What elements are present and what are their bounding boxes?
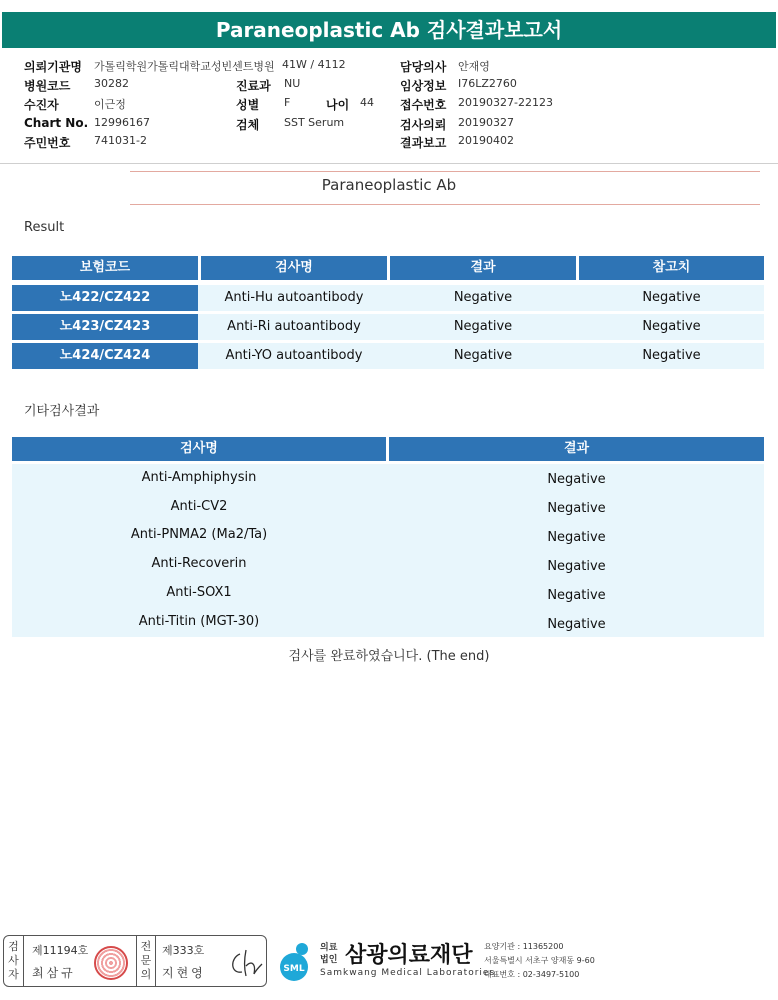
table-header: 보험코드 xyxy=(12,256,198,280)
doctor-value: 안재영 xyxy=(458,60,490,73)
patient-value: 이근정 xyxy=(94,98,126,111)
hospital-code-value: 30282 xyxy=(94,77,129,90)
report-date-label: 결과보고 xyxy=(400,136,447,150)
pathologist-name: 지현영 xyxy=(162,966,206,980)
table-body xyxy=(12,464,764,637)
pathologist-label: 전문의 xyxy=(136,936,156,987)
examiner-license: 제11194호 xyxy=(32,944,89,957)
other-results-label: 기타검사결과 xyxy=(24,404,100,419)
org-name: 삼광의료재단 xyxy=(345,943,473,968)
clinical-info-value: I76LZ2760 xyxy=(458,77,517,90)
divider xyxy=(0,163,778,164)
test-result: Negative xyxy=(547,530,606,545)
reference-value: Negative xyxy=(642,290,701,305)
age-value: 44 xyxy=(360,96,374,109)
insurance-code: 노424/CZ424 xyxy=(12,343,198,369)
test-name: Anti-Recoverin xyxy=(151,556,247,571)
seal-stamp-icon xyxy=(94,946,128,980)
signature-box xyxy=(3,935,267,987)
chart-no-label: Chart No. xyxy=(24,116,89,130)
report-title: Paraneoplastic Ab 검사결과보고서 xyxy=(2,12,776,48)
doctor-label: 담당의사 xyxy=(400,60,447,74)
table-header: 참고치 xyxy=(579,256,764,280)
org-prefix: 법인 xyxy=(320,955,338,965)
test-name: Anti-CV2 xyxy=(170,499,228,514)
test-result: Negative xyxy=(453,348,513,363)
table-header: 결과 xyxy=(389,437,764,461)
end-note: 검사를 완료하였습니다. (The end) xyxy=(288,649,490,664)
test-result: Negative xyxy=(547,559,606,574)
reference-value: Negative xyxy=(642,319,701,334)
receipt-no-value: 20190327-22123 xyxy=(458,96,553,109)
report-date-value: 20190402 xyxy=(458,134,514,147)
divider xyxy=(130,204,760,205)
org-phone: 대표번호 : 02-3497-5100 xyxy=(484,970,580,979)
patient-label: 수진자 xyxy=(24,98,59,112)
department-label: 진료과 xyxy=(236,79,271,93)
divider xyxy=(130,171,760,172)
receipt-no-label: 접수번호 xyxy=(400,98,447,112)
ward-value: 41W / 4112 xyxy=(282,58,346,71)
insurance-code: 노423/CZ423 xyxy=(12,314,198,340)
test-name: Anti-YO autoantibody xyxy=(225,348,363,363)
age-label: 나이 xyxy=(326,98,350,112)
request-date-value: 20190327 xyxy=(458,116,514,129)
resident-no-value: 741031-2 xyxy=(94,134,147,147)
table-header: 검사명 xyxy=(201,256,387,280)
table-row xyxy=(12,343,764,369)
clinical-info-label: 임상정보 xyxy=(400,79,447,93)
table-row xyxy=(12,285,764,311)
test-result: Negative xyxy=(453,319,513,334)
signature-icon xyxy=(226,946,264,980)
table-row xyxy=(12,314,764,340)
org-address: 서울특별시 서초구 양재동 9-60 xyxy=(484,956,595,965)
test-result: Negative xyxy=(547,472,606,487)
test-result: Negative xyxy=(547,588,606,603)
table-header: 검사명 xyxy=(12,437,386,461)
test-result: Negative xyxy=(453,290,513,305)
result-label: Result xyxy=(24,220,65,235)
test-result: Negative xyxy=(547,501,606,516)
table-header: 결과 xyxy=(390,256,576,280)
test-result: Negative xyxy=(547,617,606,632)
examiner-label: 검사자 xyxy=(4,936,24,987)
chart-no-value: 12996167 xyxy=(94,116,150,129)
hospital-value: 가톨릭학원가톨릭대학교성빈센트병원 xyxy=(94,60,275,73)
sml-logo-icon xyxy=(272,940,316,984)
hospital-code-label: 병원코드 xyxy=(24,79,71,93)
sex-value: F xyxy=(284,96,291,109)
reference-value: Negative xyxy=(642,348,701,363)
logo-text: SML xyxy=(283,964,305,974)
patient-info-block xyxy=(0,54,778,154)
insurance-code: 노422/CZ422 xyxy=(12,285,198,311)
section-title: Paraneoplastic Ab xyxy=(321,176,457,194)
request-date-label: 검사의뢰 xyxy=(400,118,447,132)
specimen-label: 검체 xyxy=(236,118,260,132)
test-name: Anti-Hu autoantibody xyxy=(224,290,364,305)
org-prefix: 의료 xyxy=(320,943,338,953)
test-name: Anti-SOX1 xyxy=(166,585,232,600)
sex-label: 성별 xyxy=(236,98,260,112)
test-name: Anti-PNMA2 (Ma2/Ta) xyxy=(130,527,268,542)
specimen-value: SST Serum xyxy=(284,116,345,129)
test-name: Anti-Ri autoantibody xyxy=(227,319,361,334)
department-value: NU xyxy=(284,77,301,90)
org-code: 요양기관 : 11365200 xyxy=(484,942,564,951)
pathologist-license: 제333호 xyxy=(162,944,205,957)
org-english-name: Samkwang Medical Laboratories xyxy=(320,968,496,978)
test-name: Anti-Titin (MGT-30) xyxy=(138,614,260,629)
hospital-label: 의뢰기관명 xyxy=(24,60,82,74)
test-name: Anti-Amphiphysin xyxy=(141,470,257,485)
resident-no-label: 주민번호 xyxy=(24,136,71,150)
examiner-name: 최삼규 xyxy=(32,966,76,980)
